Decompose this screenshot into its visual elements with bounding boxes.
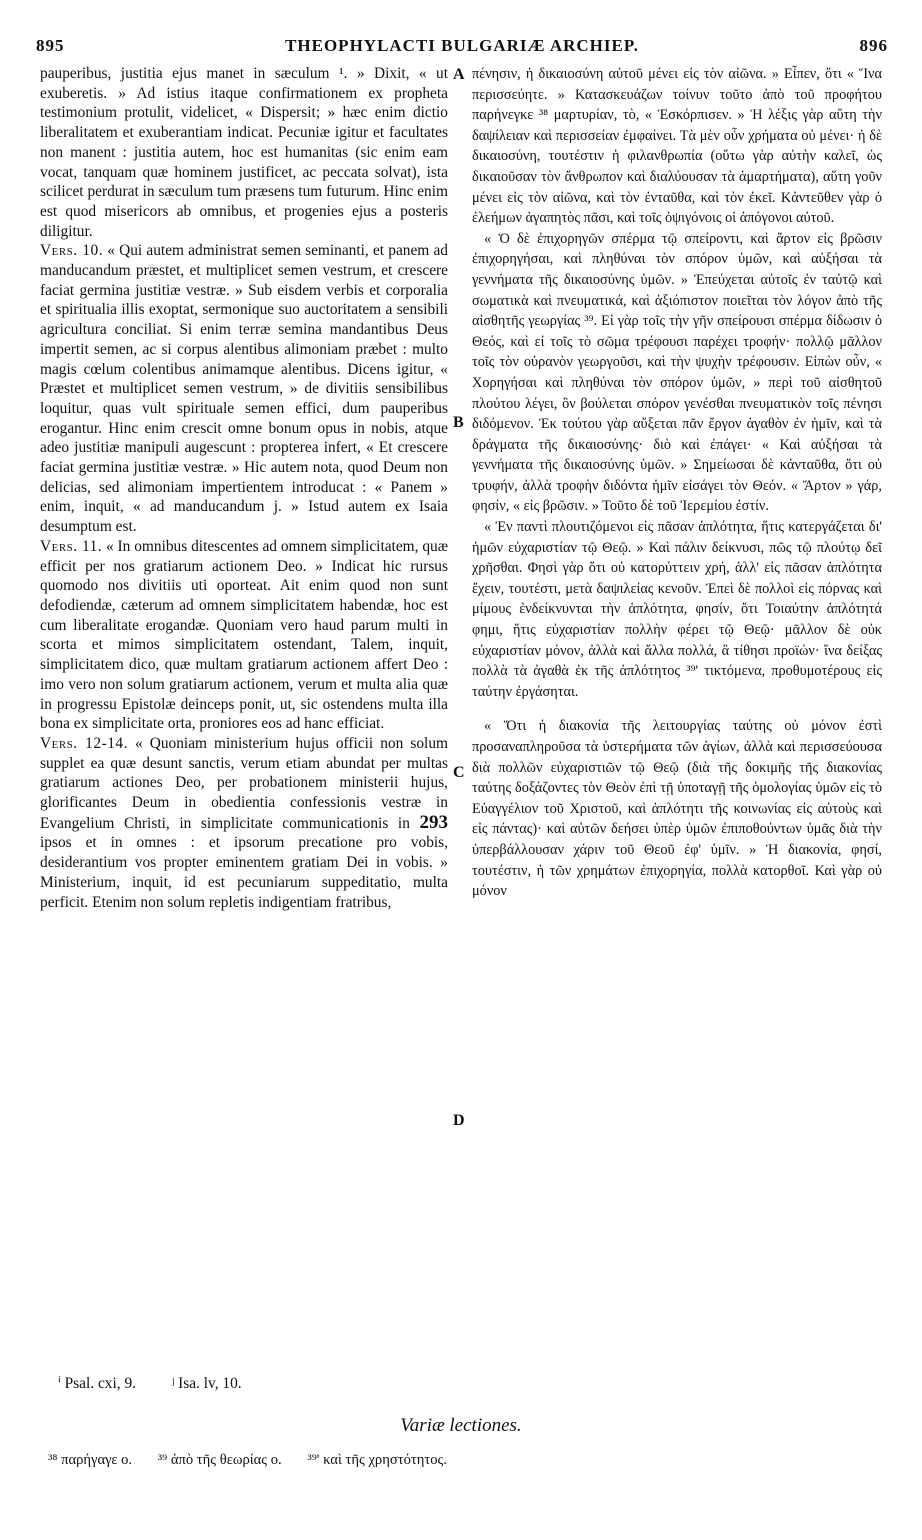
margin-marker-d: D [453,1112,465,1129]
margin-marker-a: A [453,66,465,83]
greek-column [472,64,882,1364]
running-header [36,36,888,60]
page-number-right: 896 [859,36,888,55]
latin-paragraph: pauperibus, justitia ejus manet in sæculum ¹. » Dixit, « ut exuberetis. » Ad istius itaque confirmationem ex propheta testimonium protulit, videlicet, « Dispersit; » hæc enim dictio liberalitatem et exuberantiam indicat. Pecuniæ igitur et facultates non manent : justitia autem, hoc est humanitas (sic enim eam vocat, tanquam quæ hominem justificet, ac peccata solvat), ista scilicet perdurat in sæculum tum præsens tum futurum. Hinc enim est quod misericors ab omnibus, et progenies ejus a posteris diligitur. [40,65,448,240]
column-number: 293 [419,811,448,833]
verse-text: « Quoniam ministerium hujus officii non solum supplet ea quæ desunt sanctis, verum etiam abundat per multas gratiarum actiones Deo, per probationem ministerii hujus, glorificantes Deum in obedientia confessionis vestræ in Evangelium Christi, in simplicitate communicationis in [40,734,448,832]
margin-marker-c: C [453,764,465,781]
margin-marker-b: B [453,414,464,431]
verse-label: Vers. 10. [40,242,104,260]
variant-note: ³⁹ ἀπὸ τῆς θεωρίας o. [157,1452,282,1468]
footnotes [58,1374,558,1393]
variae-lectiones-notes [48,1452,888,1469]
verse-text: « In omnibus ditescentes ad omnem simplicitatem, quæ efficit per nos gratiarum actionem Deo. » Indicat hic rursus quomodo nos divitiis uti oporteat. Ait enim quod non sunt defodiendæ, cæterum ad omnem simplicitatem habendæ, hoc est cum liberalitate erogandæ. Quoniam vero haud parum multi in scorta et mimos simplicitatem ostendant, Talem, inquit, simplicitatem dico, quæ multam gratiarum actionem affert Deo : imo vero non solum gratiarum actionem, verum et multa alia quæ in progressu Epistolæ deinceps ponit, ut, sic ostendens multa illa bona ex simplicitate orta, proniores eos ad hanc efficiat. [40,537,448,733]
latin-column [40,64,448,1364]
running-title: THEOPHYLACTI BULGARIÆ ARCHIEP. [285,36,639,55]
greek-paragraph: πένησιν, ἡ δικαιοσύνη αὐτοῦ μένει εἰς τὸν αἰῶνα. » Εἶπεν, ὅτι « Ἵνα περισσεύητε. » Κατασκευάζων τοίνυν τοῦτο ἀπὸ τοῦ προφήτου παρήνεγκε ³⁸ μαρτυρίαν, τὸ, « Ἐσκόρπισεν. » Ἡ λέξις γὰρ αὕτη τὴν δαψίλειαν καὶ περισσείαν ἐμφαίνει. Τὰ μὲν οὖν χρήματα οὐ μένει· ἡ δὲ δικαιοσύνη, τουτέστιν ἡ φιλανθρωπία (οὕτω γὰρ αὐτὴν καλεῖ, ὡς δικαιοῦσαν τὸν ἄνθρωπον καὶ διαλύουσαν τὰ ἁμαρτήματα), αὕτη γοῦν μένει εἰς τὸν αἰῶνα, καὶ τὸν ἐνταῦθα, καὶ τὸν ἐκεῖ. Κἀντεῦθεν γὰρ ὁ ἐλεήμων ἀγαπητὸς πᾶσι, καὶ τοῖς ὀψιγόνοις οἱ ἀπόγονοι αὐτοῦ. [472,66,882,227]
page-number-left: 895 [36,36,65,55]
variant-note: ³⁹' καὶ τῆς χρηστότητος. [307,1452,447,1468]
variae-lectiones-title: Variæ lectiones. [400,1415,522,1436]
verse-text: « Qui autem administrat semen seminanti, et panem ad manducandum præstet, et multiplicet semen vestrum, et crescere faciat germina justitiæ vestræ. » Sub eisdem verbis et corporalia et spiritualia illis exoptat, sermonique suo auctoritatem a sensibili agricultura conciliat. Si enim terræ semina mandantibus Deus impertit semen, ac si corpus alentibus alimoniam præbet : multo magis cœlum colentibus animamque alentibus. Dicens igitur, « Præstet et multiplicet semen vestrum, » de divitiis sensibilibus loquitur, quas vult spirituale semen effici, dum pauperibus erogantur. Hinc enim crescit omne bonum opus in nobis, atque adeo justitiæ manipuli augescunt : propterea infert, « Et crescere faciat germina justitiæ vestræ. » Hic autem nota, quod Deum non delicias, sed alimoniam impertientem introducat : « Panem » enim, inquit, « ad manducandum j. » Istud autem ex Isaia desumptum est. [40,242,448,536]
latin-paragraph [40,241,448,537]
verse-label: Vers. 12-14. [40,734,128,752]
latin-paragraph [40,537,448,734]
greek-paragraph: « Ὅτι ἡ διακονία τῆς λειτουργίας ταύτης οὐ μόνον ἐστὶ προσαναπληροῦσα τὰ ὑστερήματα τῶν ἁγίων, ἀλλὰ καὶ περισσεύουσα διὰ πολλῶν εὐχαριστιῶν τῷ Θεῷ (διὰ τῆς δοκιμῆς τῆς διακονίας ταύτης δοξάζοντες τὸν Θεὸν ἐπὶ τῇ ὑποταγῇ τῆς ὁμολογίας ὑμῶν εἰς τὸ Εὐαγγέλιον τοῦ Χριστοῦ, καὶ ἁπλότητι τῆς κοινωνίας εἰς αὐτοὺς καὶ εἰς πάντας)· καὶ αὐτῶν δεήσει ὑπὲρ ὑμῶν ἐπιποθούντων ὑμᾶς διὰ τὴν ὑπερβάλλουσαν χάριν τοῦ Θεοῦ ἐφ' ὑμῖν. » Ἡ διακονία, φησί, τουτέστιν, ἡ τῶν χρημάτων ἐπιχορηγία, πολλὰ κατορθοῖ. Καὶ γὰρ οὐ μόνον [472,718,882,900]
footnote: ʲ Isa. lv, 10. [171,1375,242,1392]
greek-paragraph: « Ἐν παντὶ πλουτιζόμενοι εἰς πᾶσαν ἁπλότητα, ἥτις κατεργάζεται δι' ἡμῶν εὐχαριστίαν τῷ Θεῷ. » Καὶ πάλιν δείκνυσι, πῶς τῷ πλούτῳ δεῖ χρῆσθαι. Φησὶ γὰρ ὅτι οὐ κατορύττειν χρή, ἀλλ' εἰς πᾶσαν ἁπλότητα ἔχειν, τουτέστι, μετὰ δαψιλείας κενοῦν. Ἐπεὶ δὲ πολλοὶ εἰς πόρνας καὶ μίμους ἐνδείκνυνται τὴν ἁπλότητα, φησίν, ὅτι Τοιαύτην ἁπλότητά φημι, ἥτις εὐχαριστίαν πολλὴν φέρει τῷ Θεῷ· μᾶλλον δὲ οὐκ εὐχαριστίαν μόνον, ἀλλὰ καὶ ἄλλα πολλά, ἃ τίθησι προϊών· ἵνα δείξας πολλὰ τὰ ἀγαθὰ ἐκ τῆς ἁπλότητος ³⁹' τικτόμενα, προθυμοτέρους εἰς ταύτην ἐργάσηται. [472,519,882,700]
variant-note: ³⁸ παρήγαγε o. [48,1452,133,1468]
latin-paragraph [40,734,448,912]
verse-label: Vers. 11. [40,537,103,555]
verse-text: ipsos et in omnes : et ipsorum precatione pro vobis, desiderantium vos propter eminentem gratiam Dei in vobis. » Ministerium, inquit, id est pecuniarum suppeditatio, multa perficit. Etenim non solum repletis indigentiam fratribus, [40,834,448,911]
greek-paragraph: « Ὁ δὲ ἐπιχορηγῶν σπέρμα τῷ σπείροντι, καὶ ἄρτον εἰς βρῶσιν ἐπιχορηγήσαι, καὶ πληθύναι τὸν σπόρον ὑμῶν, καὶ αὐξήσαι τὰ γεννήματα τῆς δικαιοσύνης ὑμῶν. » Ἐπεύχεται αὐτοῖς ἐν ταὐτῷ καὶ σωματικὰ καὶ πνευματικά, καὶ ἀξιόπιστον ποιεῖται τὸν λόγον ἀπὸ τῆς αἰσθητῆς γεωργίας ³⁹. Εἰ γὰρ τοῖς τὴν γῆν σπείρουσι σπέρμα δίδωσιν ὁ Θεός, καὶ εἰ τοῖς τὸ σῶμα τρέφουσι παρέχει τροφήν· πολλῷ μᾶλλον τοῖς τὸν οὐρανὸν γεωργοῦσι, καὶ τὴν ψυχὴν τρέφουσιν. Εἰπὼν οὖν, « Χορηγήσαι καὶ πληθύναι τὸν σπόρον ὑμῶν, » περὶ τοῦ αἰσθητοῦ πλούτου λέγει, ὃν βούλεται σπόρον γενέσθαι πνευματικὸν τοῖς πένησι διδόμενον. Ἐκ τούτου γὰρ αὔξεται πᾶν ἔργον ἀγαθὸν ἐν ἡμῖν, καὶ τὰ δράγματα τῆς δικαιοσύνης· διὸ καὶ ἐπάγει· « Καὶ αὐξήσαι τὰ γεννήματα τῆς δικαιοσύνης ὑμῶν. » Σημείωσαι δὲ κἀνταῦθα, ὅτι οὐ τρυφήν, ἀλλὰ τροφὴν διδόντα ἡμῖν εἰσάγει τὸν Θεόν. « Ἄρτον » γάρ, φησίν, « εἰς βρῶσιν. » Τοῦτο δὲ τοῦ Ἱερεμίου ἐστίν. [472,230,882,515]
footnote: ⁱ Psal. cxi, 9. [58,1375,136,1392]
